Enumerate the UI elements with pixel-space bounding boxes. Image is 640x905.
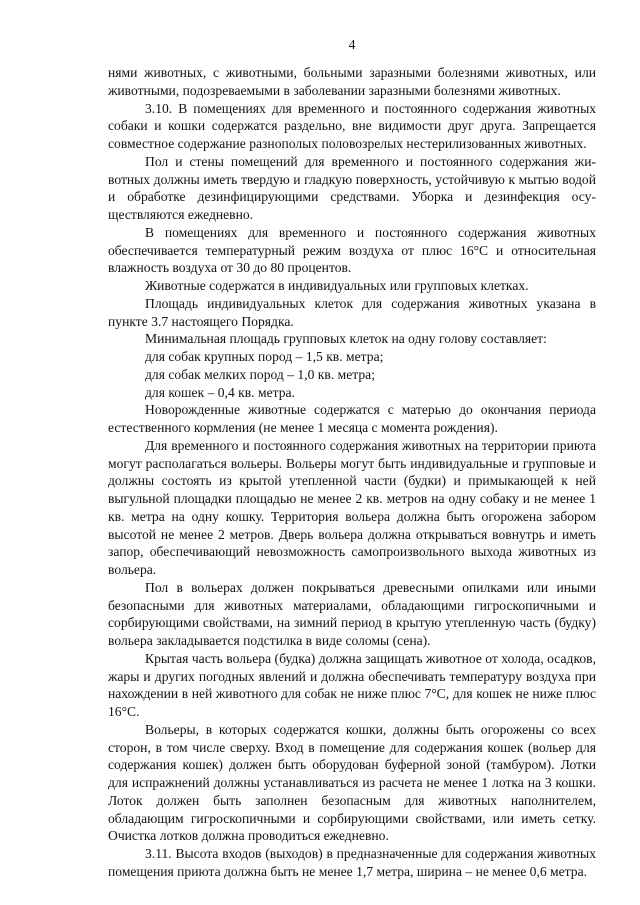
paragraph-enclosure-floor: Пол в вольерах должен покрываться древесными опилками или иными безопасными для животных материалами, обладающими гигроскопичными и сорбирующими свойствами, на зимний период в крытую утепленную часть (будку) вольера закладывается подстилка в виде соломы (сена). xyxy=(108,579,596,648)
paragraph-enclosures: Для временного и постоянного содержания животных на территории приюта могут располагаться вольеры. Вольеры могут быть индивидуальные и групповые и должны состоять из крытой утепленной части (будки) и примыкающей к ней выгульной площадки площадью не менее 2 кв. метров на одну собаку и не менее 1 кв. метра на одну кошку. Территория вольера должна быть огорожена забором высотой не менее 2 метров. Дверь вольера должна открываться вовнутрь и иметь запор, обеспечивающий невозможность самопроизвольного выхода животных из вольера. xyxy=(108,437,596,577)
document-page xyxy=(108,36,596,881)
list-item-large-dogs: для собак крупных пород – 1,5 кв. метра; xyxy=(145,349,384,364)
paragraph-temperature: В помещениях для временного и постоянного содержания животных обеспечивается температурный режим воздуха от плюс 16°C и относительная влажность воздуха от 30 до 80 процентов. xyxy=(108,224,596,276)
paragraph-cat-enclosures: Вольеры, в которых содержатся кошки, должны быть огорожены со всех сторон, в том числе сверху. Вход в помещение для содержания кошек (вольер для содержания кошек) должен быть оборудован буферной зоной (тамбуром). Лотки для испражнений должны устанавливаться из расчета не менее 1 лотка на 3 кошки. Лоток должен быть заполнен безопасным для животных наполнителем, обладающим гигроскопичными и сорбирующими свойствами, или иметь сетку. Очистка лотков должна проводиться ежедневно. xyxy=(108,721,596,844)
page-number: 4 xyxy=(348,37,356,52)
paragraph-individual-cage-area: Площадь индивидуальных клеток для содержания животных указана в пункте 3.7 настоящего Порядка. xyxy=(108,295,596,329)
paragraph-cages: Животные содержатся в индивидуальных или групповых клетках. xyxy=(145,278,529,293)
paragraph-group-cage-area: Минимальная площадь групповых клеток на одну голову составляет: xyxy=(145,331,547,347)
paragraph-3-11-entrances: 3.11. Высота входов (выходов) в предназначенные для содержания животных помещения приюта должна быть не менее 1,7 метра, ширина – не менее 0,6 метра. xyxy=(108,846,596,879)
paragraph-kennel: Крытая часть вольера (будка) должна защищать животное от холода, осадков, жары и других погодных явлений и должна обеспечивать температуру воздуха при нахождении в ней животного для собак не ниже плюс 7°C, для кошек не ниже плюс 16°C. xyxy=(108,650,596,719)
paragraph-3-10-separate-housing: 3.10. В помещениях для временного и постоянного содержания животных собаки и кошки содержатся раздельно, вне видимости друг друга. Запрещается совместное содержание разнополых половозрелых нестерилизованных животных. xyxy=(108,100,596,151)
paragraph-continuation: нями животных, с животными, больными заразными болезнями животных, или животными, подозреваемыми в заболевании заразными болезнями животных. xyxy=(108,65,596,98)
paragraph-newborns: Новорожденные животные содержатся с матерью до окончания периода естественного кормления (не менее 1 месяца с момента рождения). xyxy=(108,402,596,435)
list-item-small-dogs: для собак мелких пород – 1,0 кв. метра; xyxy=(145,366,375,382)
paragraph-floor-walls: Пол и стены помещений для временного и постоянного содержания животных должны иметь твердую и гладкую поверхность, устойчивую к мытью водой и обработке дезинфицирующими средствами. Уборка и дезинфекция осуществляются ежедневно. xyxy=(108,153,596,222)
list-item-cats: для кошек – 0,4 кв. метра. xyxy=(145,384,295,400)
